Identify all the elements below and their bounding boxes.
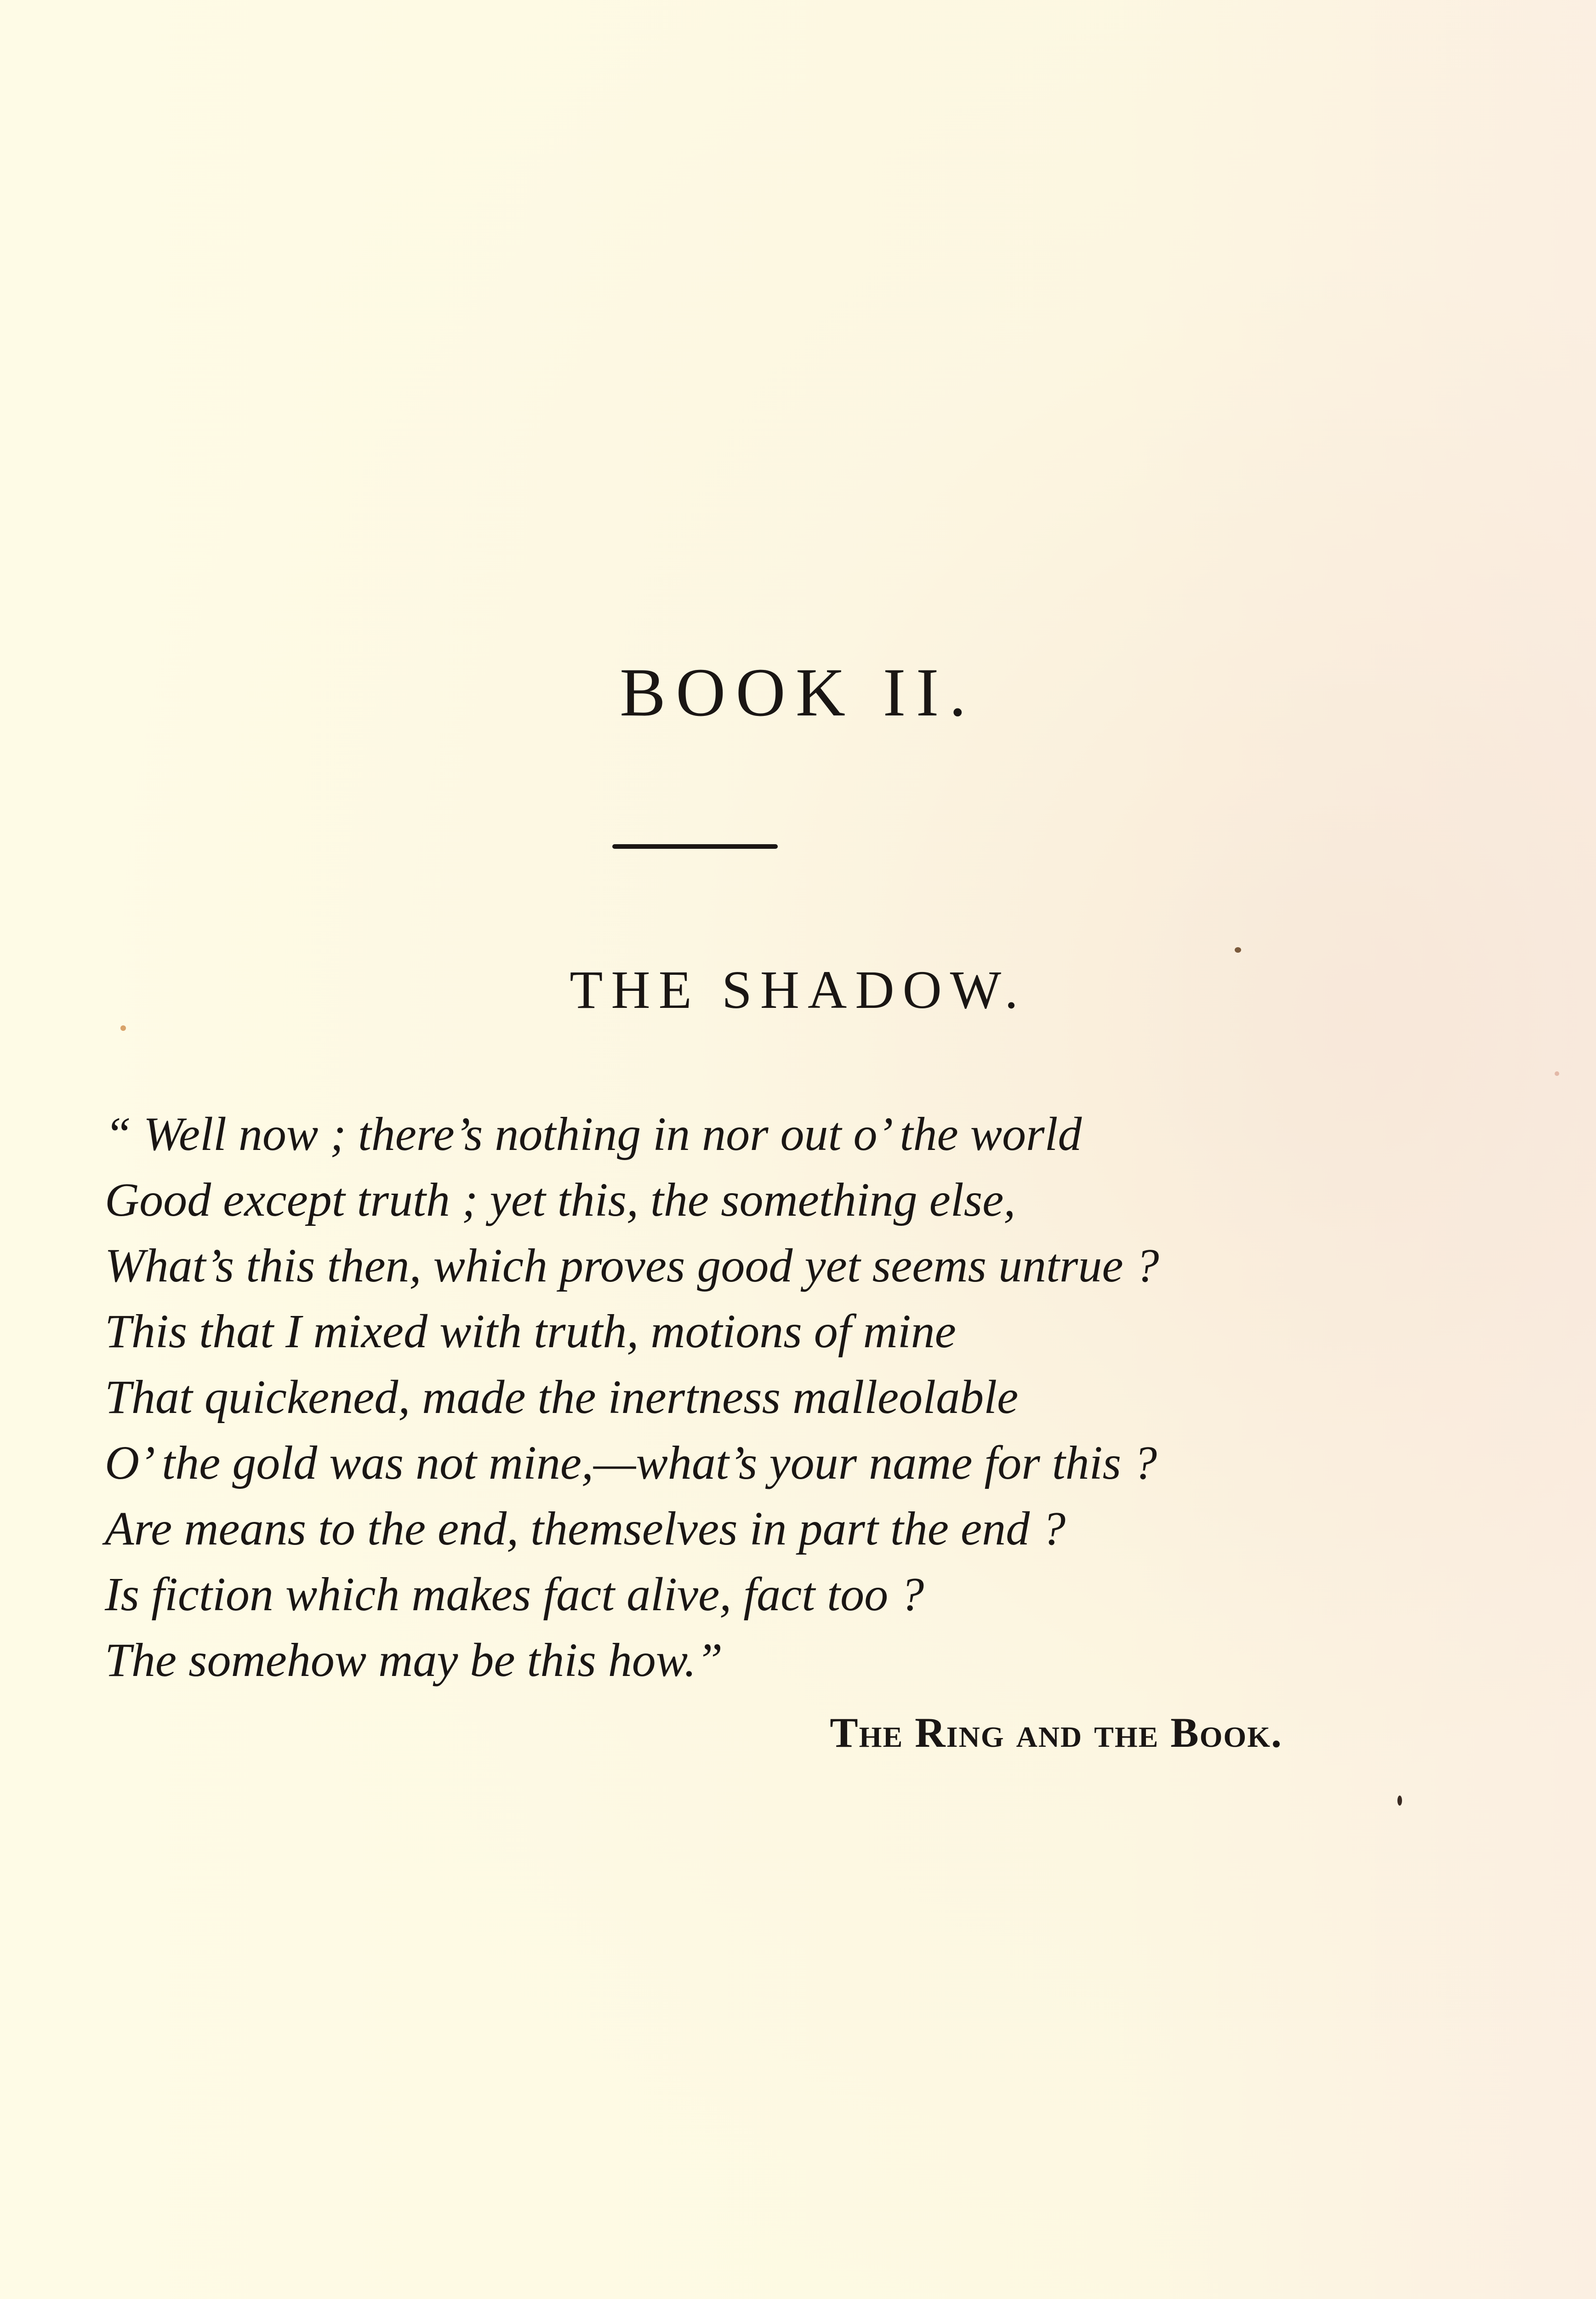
verse-line-3: What’s this then, which proves good yet seems untrue ? bbox=[105, 1239, 1159, 1292]
verse-line-7: Are means to the end, themselves in part the end ? bbox=[105, 1502, 1066, 1555]
verse-line-2: Good except truth ; yet this, the something else, bbox=[105, 1173, 1016, 1226]
ornamental-rule bbox=[612, 844, 778, 849]
section-title: THE SHADOW. bbox=[570, 960, 1026, 1020]
foxing-speck bbox=[1397, 1796, 1402, 1806]
verse-line-8: Is fiction which makes fact alive, fact too ? bbox=[105, 1568, 924, 1621]
epigraph-verse bbox=[105, 1101, 1374, 1693]
book-heading: BOOK II. bbox=[620, 654, 976, 731]
foxing-speck bbox=[120, 1025, 126, 1031]
foxing-speck bbox=[1555, 1071, 1559, 1076]
verse-line-6: O’ the gold was not mine,—what’s your name for this ? bbox=[105, 1436, 1157, 1489]
verse-line-9: The somehow may be this how.” bbox=[105, 1634, 723, 1687]
verse-line-5: That quickened, made the inertness malleolable bbox=[105, 1371, 1019, 1424]
foxing-speck bbox=[1235, 947, 1241, 953]
verse-line-1: “ Well now ; there’s nothing in nor out o’ the world bbox=[105, 1108, 1082, 1161]
verse-line-4: This that I mixed with truth, motions of mine bbox=[105, 1305, 956, 1358]
epigraph-attribution: The Ring and the Book. bbox=[830, 1709, 1282, 1756]
